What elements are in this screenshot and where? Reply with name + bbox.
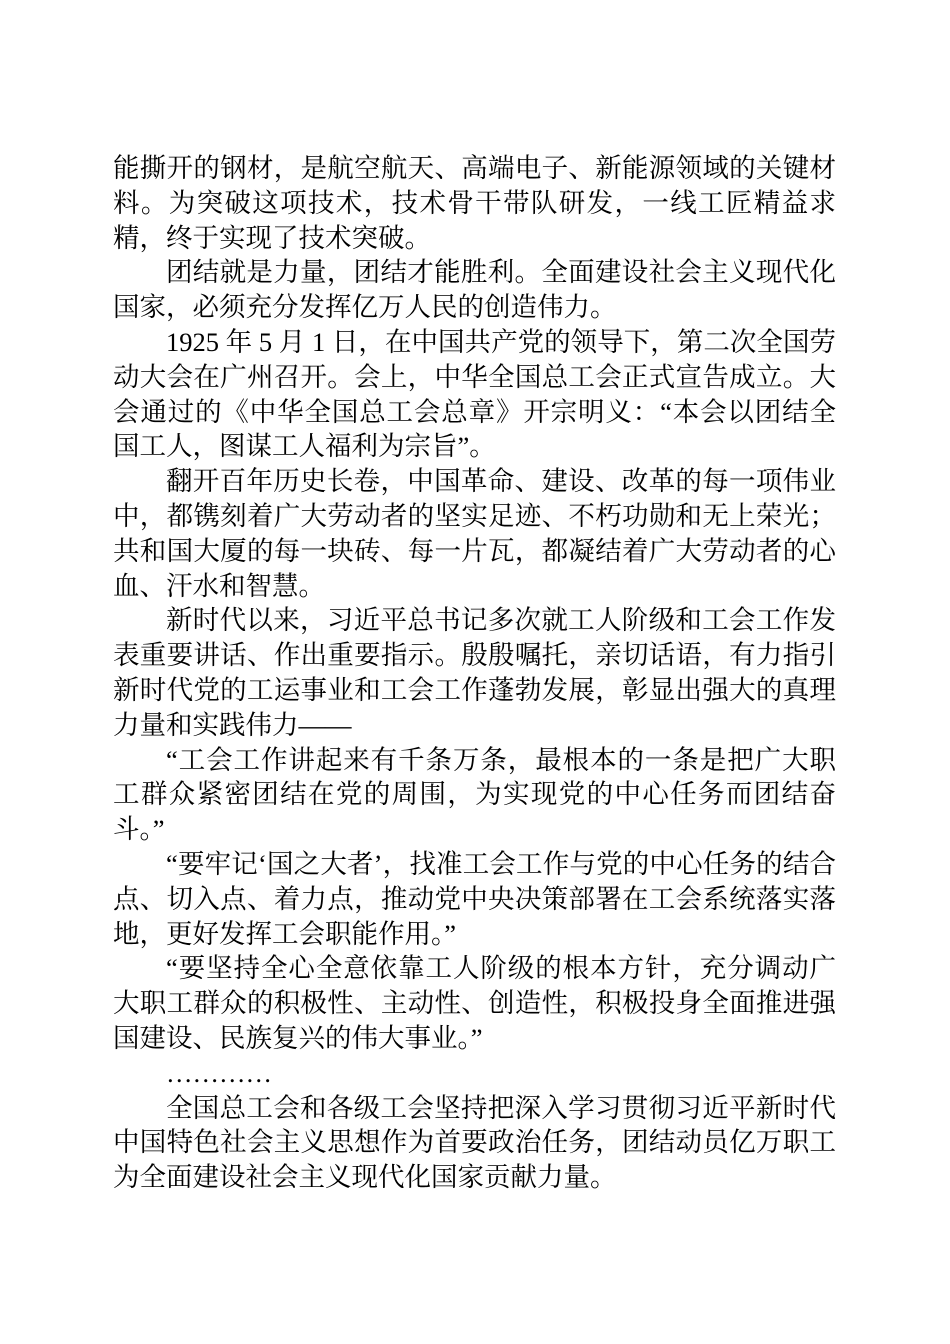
paragraph: 新时代以来，习近平总书记多次就工人阶级和工会工作发表重要讲话、作出重要指示。殷殷嘱托，亲切话语，有力指引新时代党的工运事业和工会工作蓬勃发展，彰显出强大的真理力量和实践伟力—— [113, 605, 836, 740]
paragraph: “要坚持全心全意依靠工人阶级的根本方针，充分调动广大职工群众的积极性、主动性、创造性，积极投身全面推进强国建设、民族复兴的伟大事业。” [113, 953, 836, 1053]
paragraph: 全国总工会和各级工会坚持把深入学习贯彻习近平新时代中国特色社会主义思想作为首要政治任务，团结动员亿万职工为全面建设社会主义现代化国家贡献力量。 [113, 1092, 836, 1193]
paragraph: 能撕开的钢材，是航空航天、高端电子、新能源领域的关键材料。为突破这项技术，技术骨干带队研发，一线工匠精益求精，终于实现了技术突破。 [113, 153, 836, 253]
paragraph: 翻开百年历史长卷，中国革命、建设、改革的每一项伟业中，都镌刻着广大劳动者的坚实足迹、不朽功勋和无上荣光；共和国大厦的每一块砖、每一片瓦，都凝结着广大劳动者的心血、汗水和智慧。 [113, 466, 836, 601]
document-body [113, 151, 836, 1195]
paragraph: 团结就是力量，团结才能胜利。全面建设社会主义现代化国家，必须充分发挥亿万人民的创造伟力。 [113, 257, 836, 323]
paragraph: “要牢记‘国之大者’，找准工会工作与党的中心任务的结合点、切入点、着力点，推动党中央决策部署在工会系统落实落地，更好发挥工会职能作用。” [113, 848, 836, 949]
paragraph: “工会工作讲起来有千条万条，最根本的一条是把广大职工群众紧密团结在党的周围，为实现党的中心任务而团结奋斗。” [113, 744, 836, 845]
paragraph: 1925 年 5 月 1 日，在中国共产党的领导下，第二次全国劳动大会在广州召开。会上，中华全国总工会正式宣告成立。大会通过的《中华全国总工会总章》开宗明义：“本会以团结全国工人，图谋工人福利为宗旨”。 [113, 326, 836, 462]
paragraph: ………… [166, 1057, 272, 1088]
